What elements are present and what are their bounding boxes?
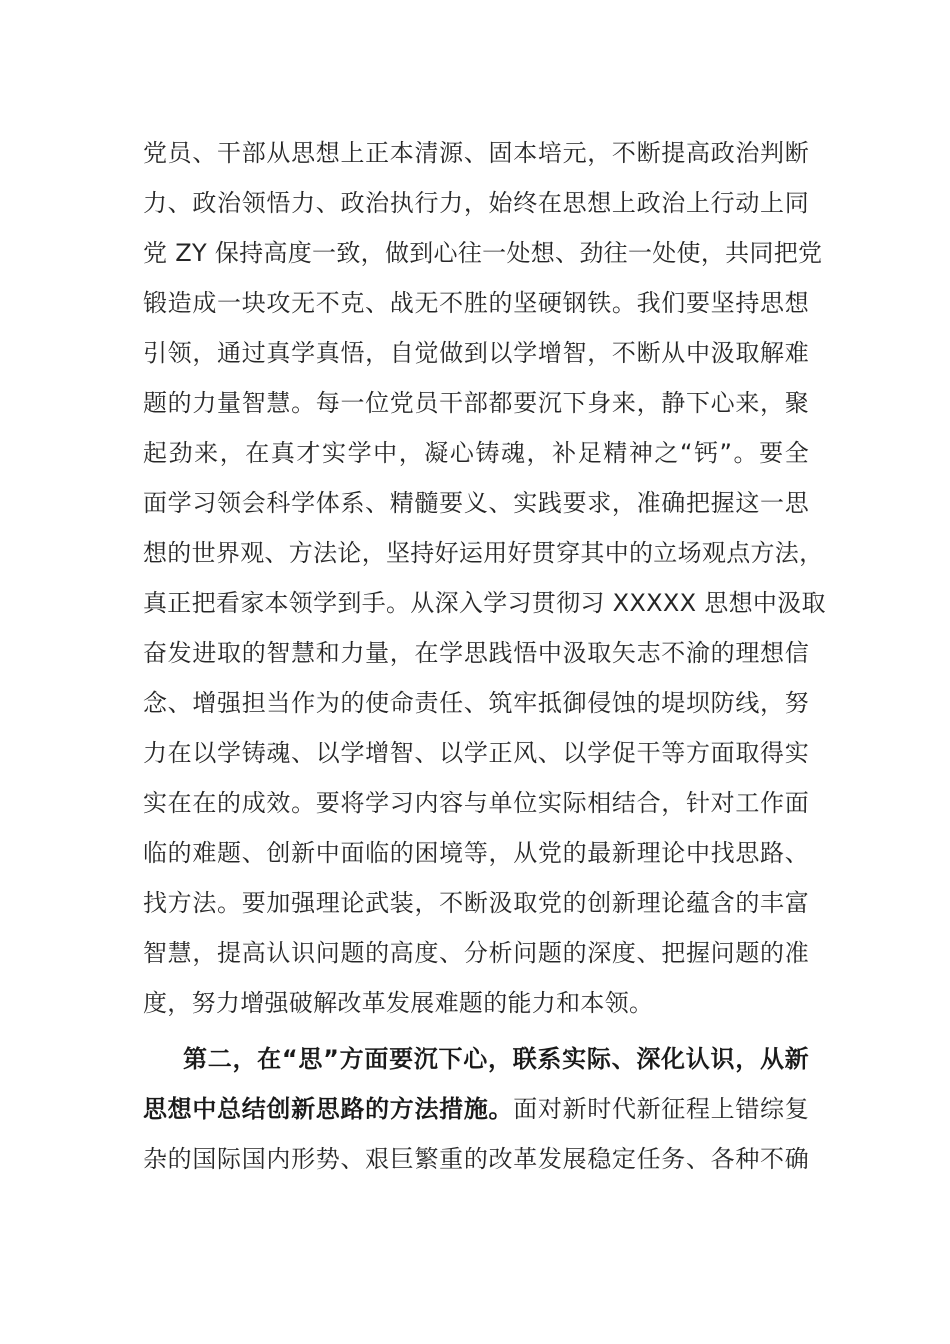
paragraph-line: 实在在的成效。要将学习内容与单位实际相结合，针对工作面 — [143, 789, 809, 817]
paragraph-line: 起劲来，在真才实学中，凝心铸魂，补足精神之“钙”。要全 — [143, 439, 809, 467]
paragraph-line: 力、政治领悟力、政治执行力，始终在思想上政治上行动上同 — [143, 189, 809, 217]
paragraph-line: 度，努力增强破解改革发展难题的能力和本领。 — [143, 989, 654, 1017]
paragraph-line: 念、增强担当作为的使命责任、筑牢抵御侵蚀的堤坝防线，努 — [143, 689, 809, 717]
paragraph-line: 力在以学铸魂、以学增智、以学正风、以学促干等方面取得实 — [143, 739, 809, 767]
paragraph-line: 杂的国际国内形势、艰巨繁重的改革发展稳定任务、各种不确 — [143, 1145, 809, 1173]
paragraph-line: 引领，通过真学真悟，自觉做到以学增智，不断从中汲取解难 — [143, 339, 809, 367]
paragraph-line: 想的世界观、方法论，坚持好运用好贯穿其中的立场观点方法， — [143, 539, 824, 567]
paragraph-2 — [143, 1034, 809, 1184]
paragraph-line: 临的难题、创新中面临的困境等，从党的最新理论中找思路、 — [143, 839, 809, 867]
paragraph-line: 奋发进取的智慧和力量，在学思践悟中汲取矢志不渝的理想信 — [143, 639, 809, 667]
paragraph-text: 面对新时代新征程上错综复 — [513, 1095, 810, 1123]
section-heading-line: 第二，在“思”方面要沉下心，联系实际、深化认识，从新 — [183, 1045, 809, 1073]
paragraph-line: 党员、干部从思想上正本清源、固本培元，不断提高政治判断 — [143, 139, 809, 167]
paragraph-line: 锻造成一块攻无不克、战无不胜的坚硬钢铁。我们要坚持思想 — [143, 289, 809, 317]
paragraph-1 — [143, 128, 826, 1028]
paragraph-line: 真正把看家本领学到手。从深入学习贯彻习 XXXXX 思想中汲取 — [143, 589, 826, 617]
paragraph-line: 找方法。要加强理论武装，不断汲取党的创新理论蕴含的丰富 — [143, 889, 809, 917]
paragraph-line — [143, 1084, 809, 1134]
section-heading-tail: 思想中总结创新思路的方法措施。 — [143, 1095, 514, 1123]
paragraph-line: 智慧，提高认识问题的高度、分析问题的深度、把握问题的准 — [143, 939, 809, 967]
paragraph-line: 面学习领会科学体系、精髓要义、实践要求，准确把握这一思 — [143, 489, 809, 517]
paragraph-line: 党 ZY 保持高度一致，做到心往一处想、劲往一处使，共同把党 — [143, 239, 823, 267]
paragraph-line: 题的力量智慧。每一位党员干部都要沉下身来，静下心来，聚 — [143, 389, 809, 417]
